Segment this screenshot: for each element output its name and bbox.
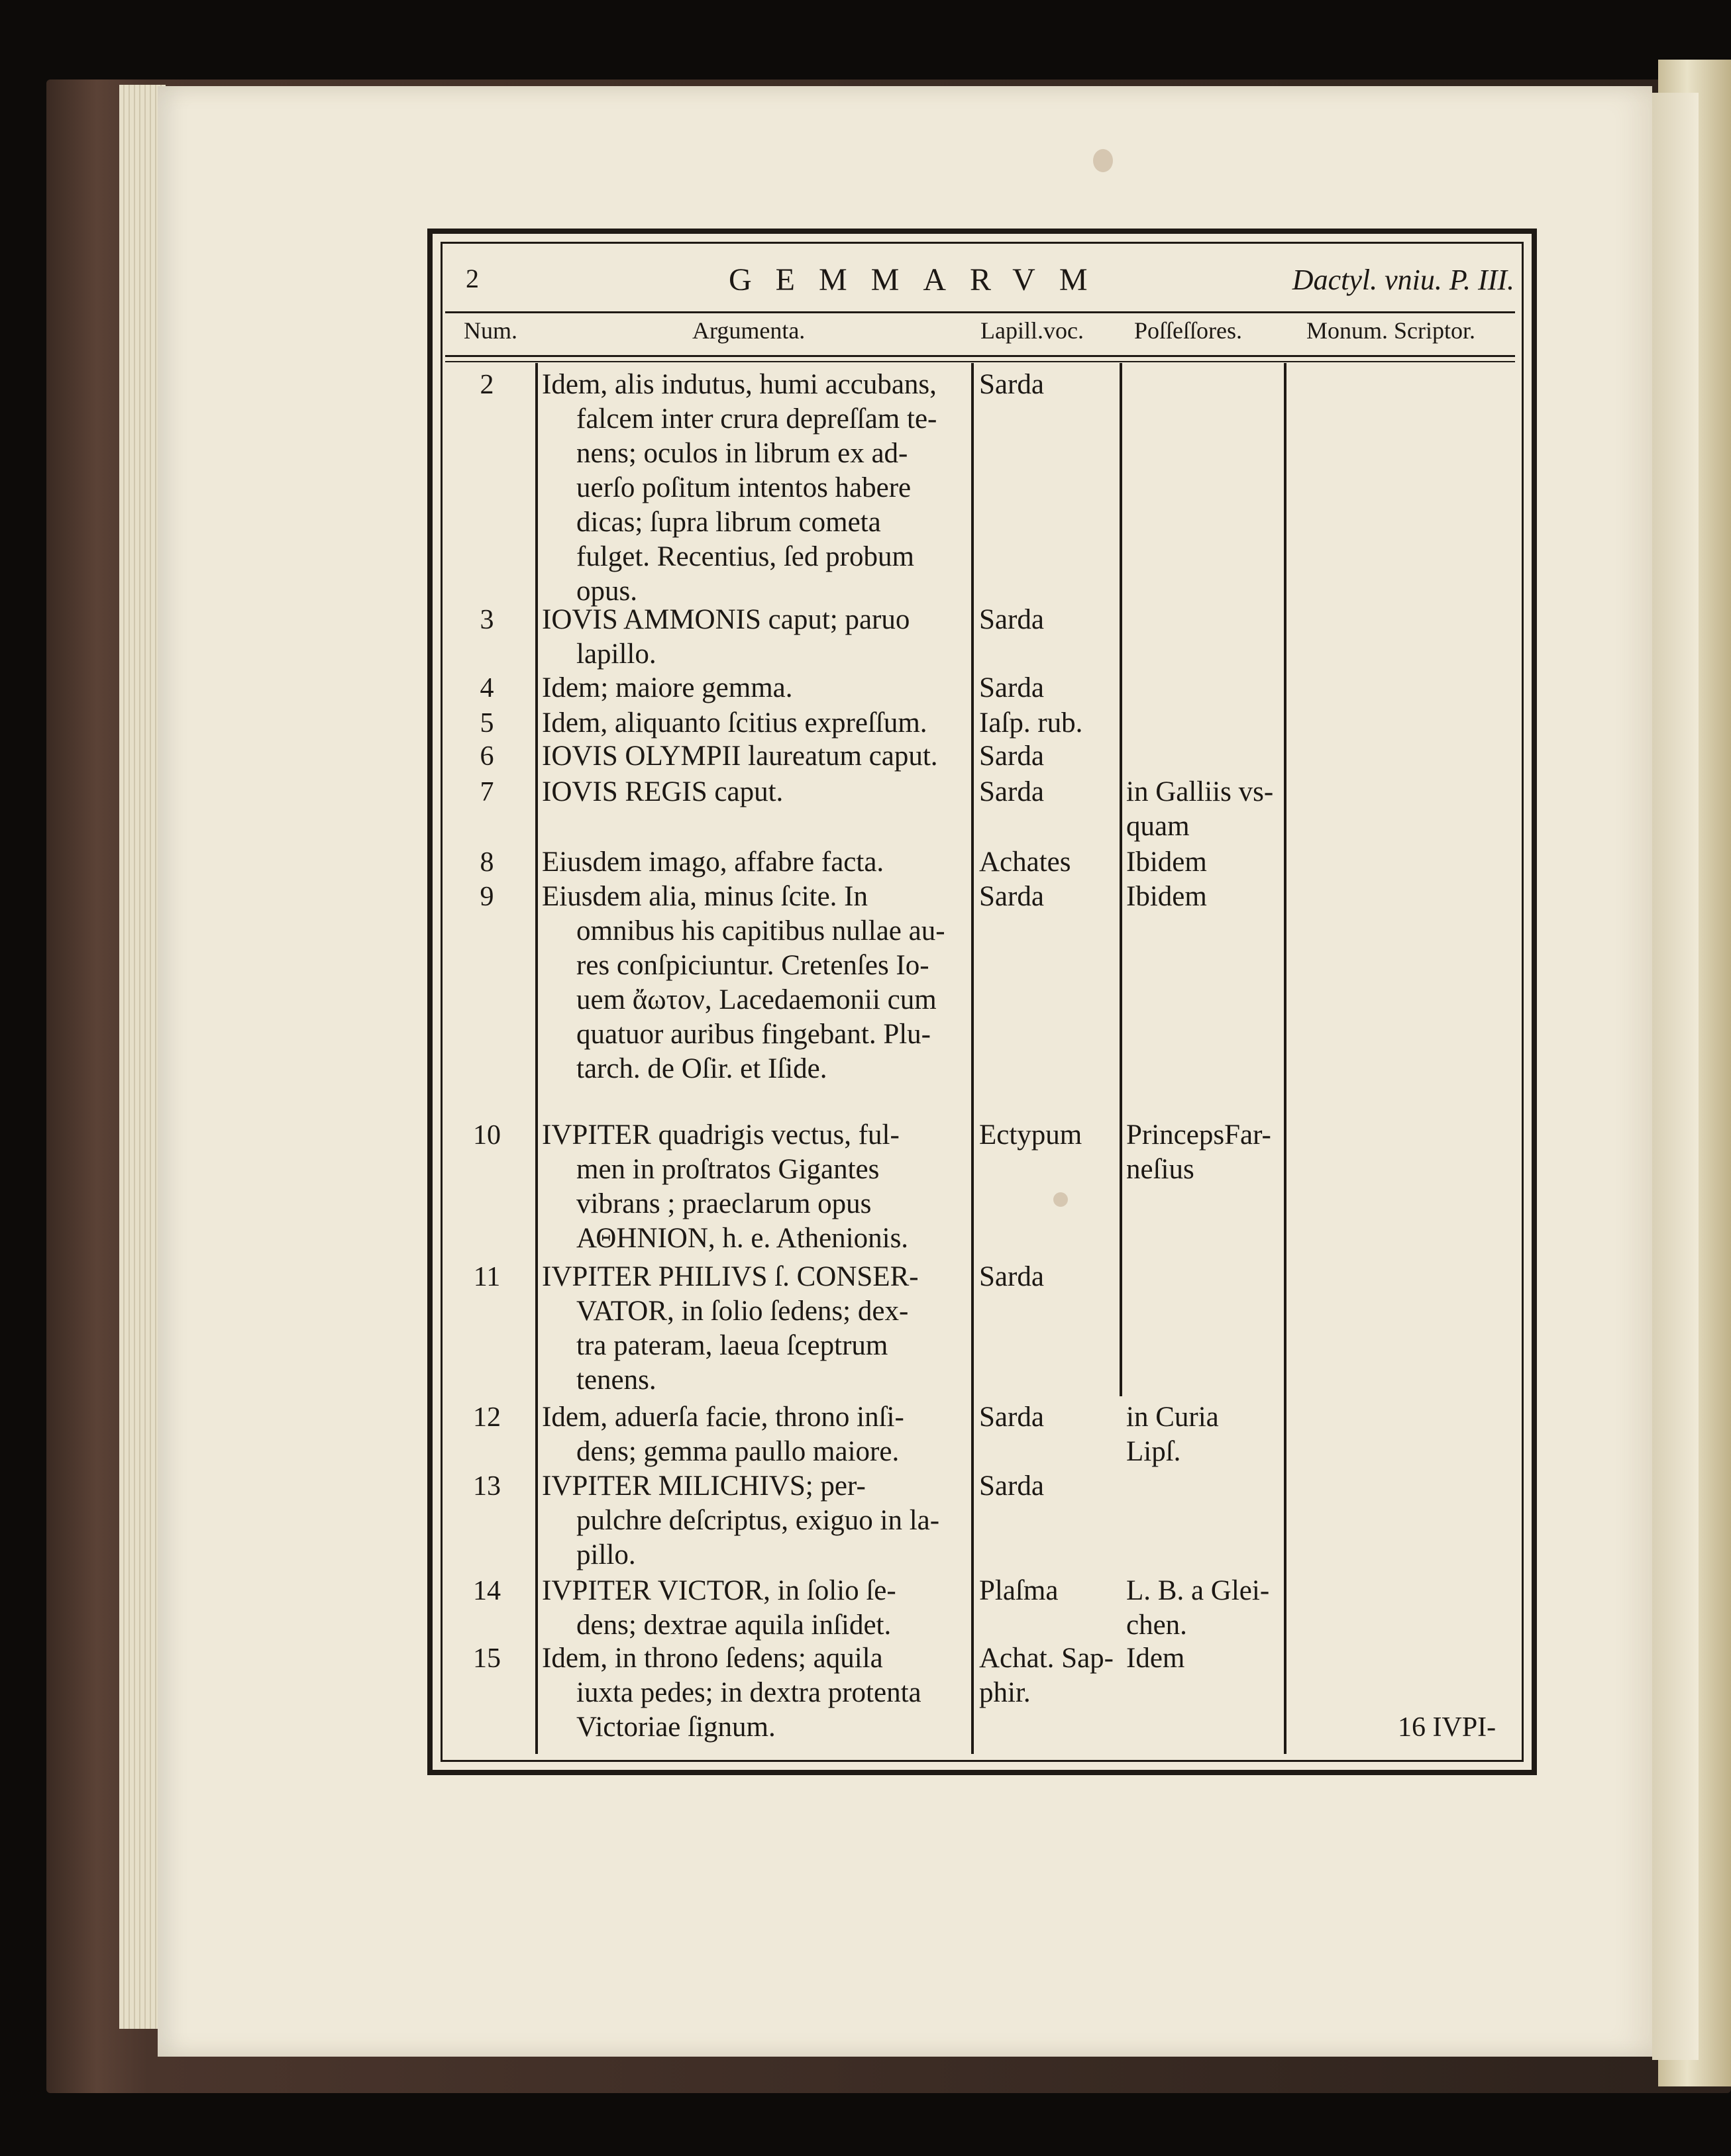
entry-argument-line: IVPITER VICTOR, in ſolio ſe- bbox=[542, 1575, 896, 1606]
entry-argument-line: dens; gemma paullo maiore. bbox=[576, 1436, 900, 1467]
entry-stone: Sarda bbox=[979, 604, 1044, 635]
entry-argument-line: IVPITER MILICHIVS; per- bbox=[542, 1470, 866, 1502]
entry-argument-line: IOVIS AMMONIS caput; paruo bbox=[542, 604, 910, 635]
entry-number: 9 bbox=[480, 882, 494, 912]
entry-argument-line: uem ἄωτον, Lacedaemonii cum bbox=[576, 984, 937, 1015]
entry-number: 10 bbox=[473, 1120, 501, 1151]
entry-stone: Sarda bbox=[979, 1261, 1044, 1292]
entry-stone: phir. bbox=[979, 1677, 1031, 1708]
entry-argument-line: ΑΘΗΝΙΟΝ, h. e. Athenionis. bbox=[576, 1223, 909, 1254]
entry-number: 8 bbox=[480, 847, 494, 878]
entry-argument-line: omnibus his capitibus nullae au- bbox=[576, 915, 945, 947]
entry-argument-line: VATOR, in ſolio ſedens; dex- bbox=[576, 1296, 909, 1327]
entry-number: 11 bbox=[473, 1262, 501, 1292]
entry-argument-line: Idem, alis indutus, humi accubans, bbox=[542, 369, 937, 400]
entry-argument-line: tenens. bbox=[576, 1364, 656, 1396]
running-title: GEMMARVM bbox=[729, 262, 1112, 297]
entry-possessor: Ibidem bbox=[1126, 881, 1207, 912]
entry-argument-line: res conſpiciuntur. Cretenſes Io- bbox=[576, 950, 929, 981]
entry-stone: Sarda bbox=[979, 741, 1044, 772]
entry-argument-line: fulget. Recentius, ſed probum bbox=[576, 541, 914, 572]
entry-argument-line: Idem, in throno ſedens; aquila bbox=[542, 1643, 883, 1674]
entry-possessor: neſius bbox=[1126, 1154, 1194, 1185]
entry-argument-line: tarch. de Oſir. et Iſide. bbox=[576, 1053, 827, 1084]
page-number: 2 bbox=[466, 264, 479, 293]
entry-argument-line: lapillo. bbox=[576, 639, 656, 670]
entry-stone: Sarda bbox=[979, 1470, 1044, 1502]
column-divider bbox=[535, 363, 538, 1754]
col-head-possessores: Poſſeſſores. bbox=[1134, 317, 1242, 344]
catchword: 16 IVPI- bbox=[1398, 1712, 1496, 1743]
entry-argument-line: uerſo poſitum intentos habere bbox=[576, 472, 912, 503]
entry-stone: Achates bbox=[979, 847, 1071, 878]
entry-argument-line: vibrans ; praeclarum opus bbox=[576, 1188, 872, 1219]
entry-argument-line: men in proſtratos Gigantes bbox=[576, 1154, 880, 1185]
entry-argument-line: tra pateram, laeua ſceptrum bbox=[576, 1330, 888, 1361]
entry-number: 5 bbox=[480, 708, 494, 739]
col-head-num: Num. bbox=[464, 317, 517, 344]
entry-stone: Iaſp. rub. bbox=[979, 707, 1083, 739]
column-head-rule-2 bbox=[445, 361, 1515, 362]
entry-possessor: in Curia bbox=[1126, 1402, 1219, 1433]
entry-number: 7 bbox=[480, 777, 494, 807]
entry-stone: Sarda bbox=[979, 776, 1044, 807]
entry-stone: Achat. Sap- bbox=[979, 1643, 1114, 1674]
entry-number: 15 bbox=[473, 1643, 501, 1674]
entry-argument-line: Eiusdem alia, minus ſcite. In bbox=[542, 881, 868, 912]
entry-possessor: PrincepsFar- bbox=[1126, 1119, 1271, 1151]
entry-possessor: Ibidem bbox=[1126, 847, 1207, 878]
entry-number: 2 bbox=[480, 370, 494, 400]
entry-possessor: quam bbox=[1126, 811, 1190, 842]
col-head-lapill: Lapill.voc. bbox=[980, 317, 1084, 344]
page-header bbox=[464, 262, 1517, 301]
entry-number: 12 bbox=[473, 1402, 501, 1433]
entry-argument-line: IVPITER quadrigis vectus, ful- bbox=[542, 1119, 900, 1151]
column-head-rule bbox=[445, 355, 1515, 357]
entry-possessor: Idem bbox=[1126, 1643, 1185, 1674]
entry-stone: Sarda bbox=[979, 881, 1044, 912]
entry-stone: Sarda bbox=[979, 672, 1044, 703]
header-rule bbox=[445, 311, 1515, 313]
entry-argument-line: IVPITER PHILIVS ſ. CONSER- bbox=[542, 1261, 919, 1292]
entry-number: 4 bbox=[480, 673, 494, 703]
entry-number: 14 bbox=[473, 1576, 501, 1606]
entry-argument-line: quatuor auribus fingebant. Plu- bbox=[576, 1019, 931, 1050]
entry-argument-line: falcem inter crura depreſſam te- bbox=[576, 403, 937, 435]
entry-argument-line: Idem, aduerſa facie, throno inſi- bbox=[542, 1402, 904, 1433]
entry-argument-line: Idem; maiore gemma. bbox=[542, 672, 793, 703]
entry-number: 6 bbox=[480, 741, 494, 772]
col-head-argumenta: Argumenta. bbox=[692, 317, 806, 344]
entry-argument-line: pulchre deſcriptus, exiguo in la- bbox=[576, 1505, 940, 1536]
entry-argument-line: Victoriae ſignum. bbox=[576, 1712, 776, 1743]
entry-argument-line: Eiusdem imago, affabre facta. bbox=[542, 847, 884, 878]
foxing-spot bbox=[1093, 149, 1113, 172]
entry-argument-line: opus. bbox=[576, 576, 637, 607]
entry-possessor: in Galliis vs- bbox=[1126, 776, 1274, 807]
column-divider bbox=[1284, 363, 1286, 1754]
column-divider bbox=[971, 363, 974, 1754]
entry-argument-line: IOVIS OLYMPII laureatum caput. bbox=[542, 741, 938, 772]
entry-stone: Sarda bbox=[979, 1402, 1044, 1433]
facing-page-edge bbox=[1652, 93, 1699, 2060]
entry-possessor: chen. bbox=[1126, 1610, 1187, 1641]
column-divider bbox=[1120, 363, 1122, 1396]
entry-number: 3 bbox=[480, 605, 494, 635]
entry-argument-line: dens; dextrae aquila inſidet. bbox=[576, 1610, 892, 1641]
entry-argument-line: iuxta pedes; in dextra protenta bbox=[576, 1677, 921, 1708]
entry-argument-line: IOVIS REGIS caput. bbox=[542, 776, 784, 807]
entry-stone: Sarda bbox=[979, 369, 1044, 400]
entry-argument-line: dicas; ſupra librum cometa bbox=[576, 507, 881, 538]
entry-possessor: Lipſ. bbox=[1126, 1436, 1181, 1467]
entry-argument-line: nens; oculos in librum ex ad- bbox=[576, 438, 908, 469]
entry-number: 13 bbox=[473, 1471, 501, 1502]
col-head-monum: Monum. Scriptor. bbox=[1306, 317, 1476, 344]
volume-label: Dactyl. vniu. P. III. bbox=[1292, 264, 1514, 296]
entry-stone: Plaſma bbox=[979, 1575, 1059, 1606]
entry-argument-line: Idem, aliquanto ſcitius expreſſum. bbox=[542, 707, 927, 739]
entry-stone: Ectypum bbox=[979, 1119, 1082, 1151]
entry-argument-line: pillo. bbox=[576, 1539, 636, 1570]
entry-possessor: L. B. a Glei- bbox=[1126, 1575, 1270, 1606]
